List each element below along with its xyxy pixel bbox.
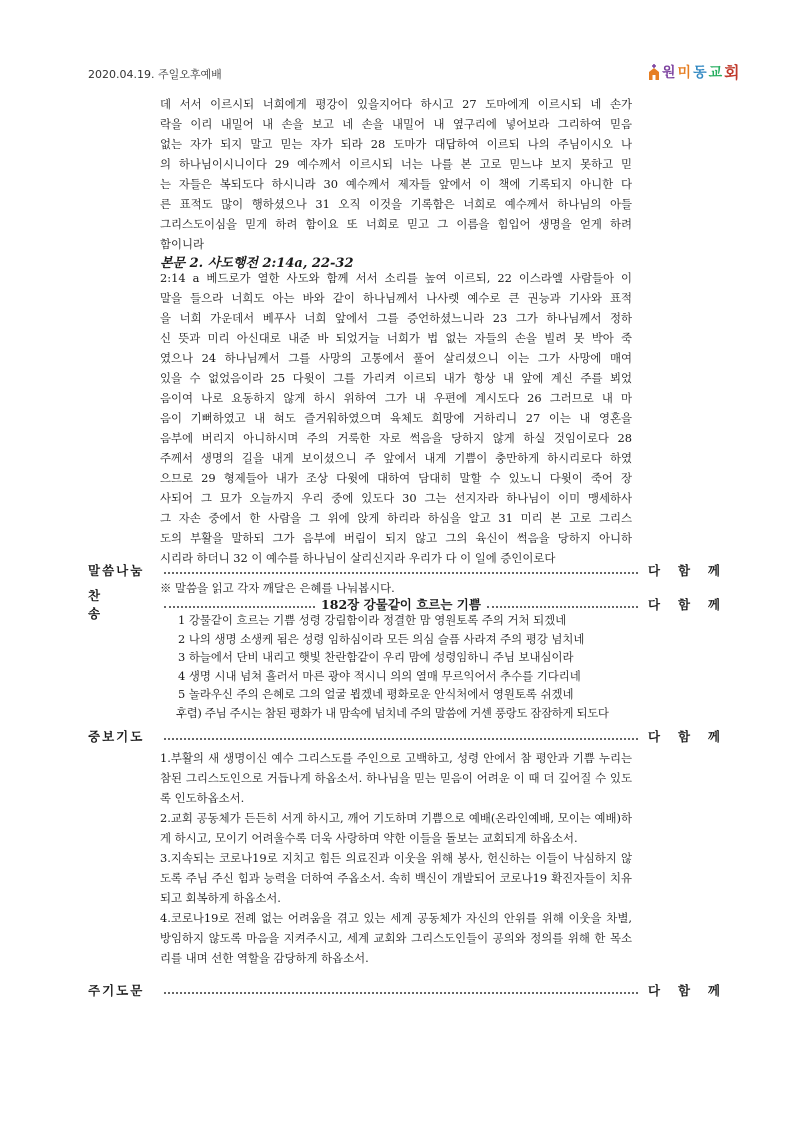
hymn-verse: 3 하늘에서 단비 내리고 햇빛 찬란함같이 우리 맘에 성령임하니 주님 보내심이라 [178, 650, 574, 664]
scripture-1-line: 데 서서 이르시되 너희에게 평강이 있을지어다 하시고 27 도마에게 이르시되 네 손가 [160, 97, 632, 111]
scripture-1-line: 함이니라 [160, 237, 205, 251]
logo-char-1: 원 [662, 64, 676, 81]
logo-char-5: 회 [724, 63, 740, 82]
who-char: 함 [677, 729, 691, 744]
scripture-2-heading: 본문 2. 사도행전 2:14a, 22-32 [160, 256, 354, 271]
scripture-1-line: 는 자들은 복되도다 하시니라 30 예수께서 제자들 앞에서 이 책에 기록되지 아니한 다 [160, 177, 632, 191]
scripture-1-line: 그리스도이심을 믿게 하려 함이요 또 너희로 믿고 그 이름을 힘입어 생명을 얻게 하려 [160, 217, 632, 231]
scripture-2-line: 도의 부활을 말하되 그가 음부에 버림이 되지 않고 그의 육신이 썩음을 당하지 아니하 [160, 531, 632, 545]
who-char: 함 [677, 597, 691, 612]
leader-dots [164, 992, 638, 994]
hymn-lyrics [178, 611, 648, 722]
who-char: 다 [648, 563, 661, 578]
hymn-verse: 4 생명 시내 넘쳐 흘러서 마른 광야 적시니 의의 열매 무르익어서 추수를 기다리네 [178, 668, 581, 683]
prayer-item: 2.교회 공동체가 든든히 서게 하시고, 깨어 기도하며 기쁨으로 예배(온라인예배, 모이는 예배)하게 하시고, 모이기 어려울수록 더욱 사랑하며 약한 이들을 돌보는 교회되게 하옵소서. [160, 811, 632, 845]
scripture-1-line: 없는 자가 되지 말고 믿는 자가 되라 28 도마가 대답하여 이르되 나의 주님이시오 나 [160, 137, 632, 151]
scripture-2-line: 시리라 하더니 32 이 예수를 하나님이 살리신지라 우리가 다 이 일에 증인이로다 [160, 551, 556, 565]
scripture-1-line: 락을 이리 내밀어 내 손을 보고 네 손을 내밀어 내 옆구리에 넣어보라 그리하여 믿음 [160, 117, 632, 131]
scripture-2-line: 말을 들으라 너희도 아는 바와 같이 하나님께서 나사렛 예수로 큰 권능과 기사와 표적 [160, 291, 632, 305]
prayer-item: 1.부활의 새 생명이신 예수 그리스도를 주인으로 고백하고, 성령 안에서 참 평안과 기쁨 누리는 참된 그리스도인으로 거듭나게 하옵소서. 하나님을 믿는 믿음이 어려운 이 때 더 깊어질 수 있도록 인도하옵소서. [160, 751, 632, 805]
sharing-label: 말씀나눔 [88, 563, 145, 578]
scripture-2-line: 으므로 29 형제들아 내가 조상 다윗에 대하여 담대히 말할 수 있노니 다윗이 죽어 장 [160, 471, 632, 485]
hymn-verse: 2 나의 생명 소생케 됨은 성령 임하심이라 모든 의심 슬픔 사라져 주의 평강 넘치네 [178, 631, 585, 646]
prayer-item: 4.코로나19로 전례 없는 어려움을 겪고 있는 세계 공동체가 자신의 안위를 위해 이웃을 차별, 방임하지 않도록 마음을 지켜주시고, 세계 교회와 그리스도인들이 공의와 정의를 위해 한 목소리를 내며 선한 역할을 감당하게 하옵소서. [160, 911, 632, 965]
hymn-title: 182장 강물같이 흐르는 기쁨 [321, 597, 481, 612]
scripture-2-line: 2:14 a 베드로가 열한 사도와 함께 서서 소리를 높여 이르되, 22 이스라엘 사람들아 이 [160, 271, 632, 285]
sharing-who [648, 561, 720, 579]
scripture-2-line: 있을 수 없었음이라 25 다윗이 그를 가리켜 이르되 내가 항상 내 앞에 계신 주를 뵈었 [160, 371, 632, 385]
leader-dots [164, 738, 638, 740]
scripture-2-line: 였으나 24 하나님께서 그를 사망의 고통에서 풀어 살리셨으니 이는 그가 사망에 매여 [160, 351, 632, 365]
hymn-verse: 5 놀라우신 주의 은혜로 그의 얼굴 뵙겠네 평화로운 안식처에서 영원토록 쉬겠네 [178, 687, 574, 701]
hymn-chorus: 후렴) 주님 주시는 참된 평화가 내 맘속에 넘치네 주의 말씀에 거센 풍랑도 잠잠하게 되도다 [176, 705, 609, 720]
who-char: 께 [707, 729, 720, 744]
scripture-2-line: 그 자손 중에서 한 사람을 그 위에 앉게 하리라 하심을 알고 31 미리 본 고로 그리스 [160, 511, 632, 525]
who-char: 다 [648, 729, 661, 744]
church-logo-icon [648, 64, 660, 80]
logo-char-3: 동 [693, 64, 707, 81]
hymn-who [648, 595, 720, 613]
logo-char-4: 교 [708, 64, 723, 81]
lords-prayer-label: 주기도문 [88, 983, 145, 998]
scripture-2-line: 음이 기뻐하였고 내 혀도 즐거워하였으며 육체도 희망에 거하리니 27 이는 내 영혼을 [160, 411, 632, 425]
leader-dots [164, 572, 638, 574]
lords-prayer-who [648, 981, 720, 999]
scripture-1-line: 른 표적도 많이 행하셨으나 31 오직 이것을 기록함은 너희로 예수께서 하나님의 아들 [160, 197, 632, 211]
scripture-2-line: 신 뜻과 미리 아신대로 내준 바 되었거늘 너희가 법 없는 자들의 손을 빌려 못 박아 죽 [160, 331, 632, 345]
prayer-item: 3.지속되는 코로나19로 지치고 힘든 의료진과 이웃을 위해 봉사, 헌신하는 이들이 낙심하지 않도록 주님 주신 힘과 능력을 더하여 주옵소서. 속히 백신이 개발되어 코로나19 확진자들이 치유되고 회복하게 하옵소서. [160, 851, 632, 905]
who-char: 다 [648, 597, 661, 612]
who-char: 다 [648, 983, 661, 998]
hymn-verse: 1 강물같이 흐르는 기쁨 성령 강림함이라 정결한 맘 영원토록 주의 거처 되겠네 [178, 613, 567, 627]
who-char: 함 [677, 563, 691, 578]
intercession-who [648, 727, 720, 745]
hymn-label: 찬 송 [88, 588, 119, 621]
who-char: 께 [707, 597, 720, 612]
intercession-label: 중보기도 [88, 729, 145, 744]
logo-char-2: 미 [677, 64, 692, 81]
sharing-row [88, 560, 720, 580]
intercession-row [88, 726, 720, 746]
leader-dots [164, 606, 315, 608]
scripture-2-line: 음이여 나로 요동하지 않게 하시 위하여 그가 내 우편에 계시도다 26 그러므로 내 마 [160, 391, 632, 405]
intercession-items [160, 748, 632, 968]
leader-dots [487, 606, 638, 608]
scripture-2-line: 주께서 생명의 길을 내게 보이셨으니 주 앞에서 내게 기쁨이 충만하게 하시리로다 하였 [160, 451, 632, 465]
who-char: 께 [707, 563, 720, 578]
who-char: 께 [707, 983, 720, 998]
who-char: 함 [677, 983, 691, 998]
header-date-service: 2020.04.19. 주일오후예배 [88, 68, 222, 81]
sharing-note: ※ 말씀을 읽고 각자 깨달은 은혜를 나눠봅시다. [160, 581, 395, 595]
church-logo [648, 60, 740, 83]
lords-prayer-row [88, 980, 720, 1000]
scripture-2-line: 을 너희 가운데서 베푸사 너희 앞에서 그를 증언하셨느니라 23 그가 하나님께서 정하 [160, 311, 632, 325]
scripture-1-line: 의 하나님이시니이다 29 예수께서 이르시되 너는 나를 본 고로 믿느냐 보지 못하고 믿 [160, 157, 632, 171]
scripture-2-line: 음부에 버리지 아니하시며 주의 거룩한 자로 썩음을 당하지 않게 하실 것임이로다 28 [160, 431, 632, 445]
scripture-2-line: 사되어 그 묘가 오늘까지 우리 중에 있도다 30 그는 선지자라 하나님이 이미 맹세하사 [160, 491, 632, 505]
